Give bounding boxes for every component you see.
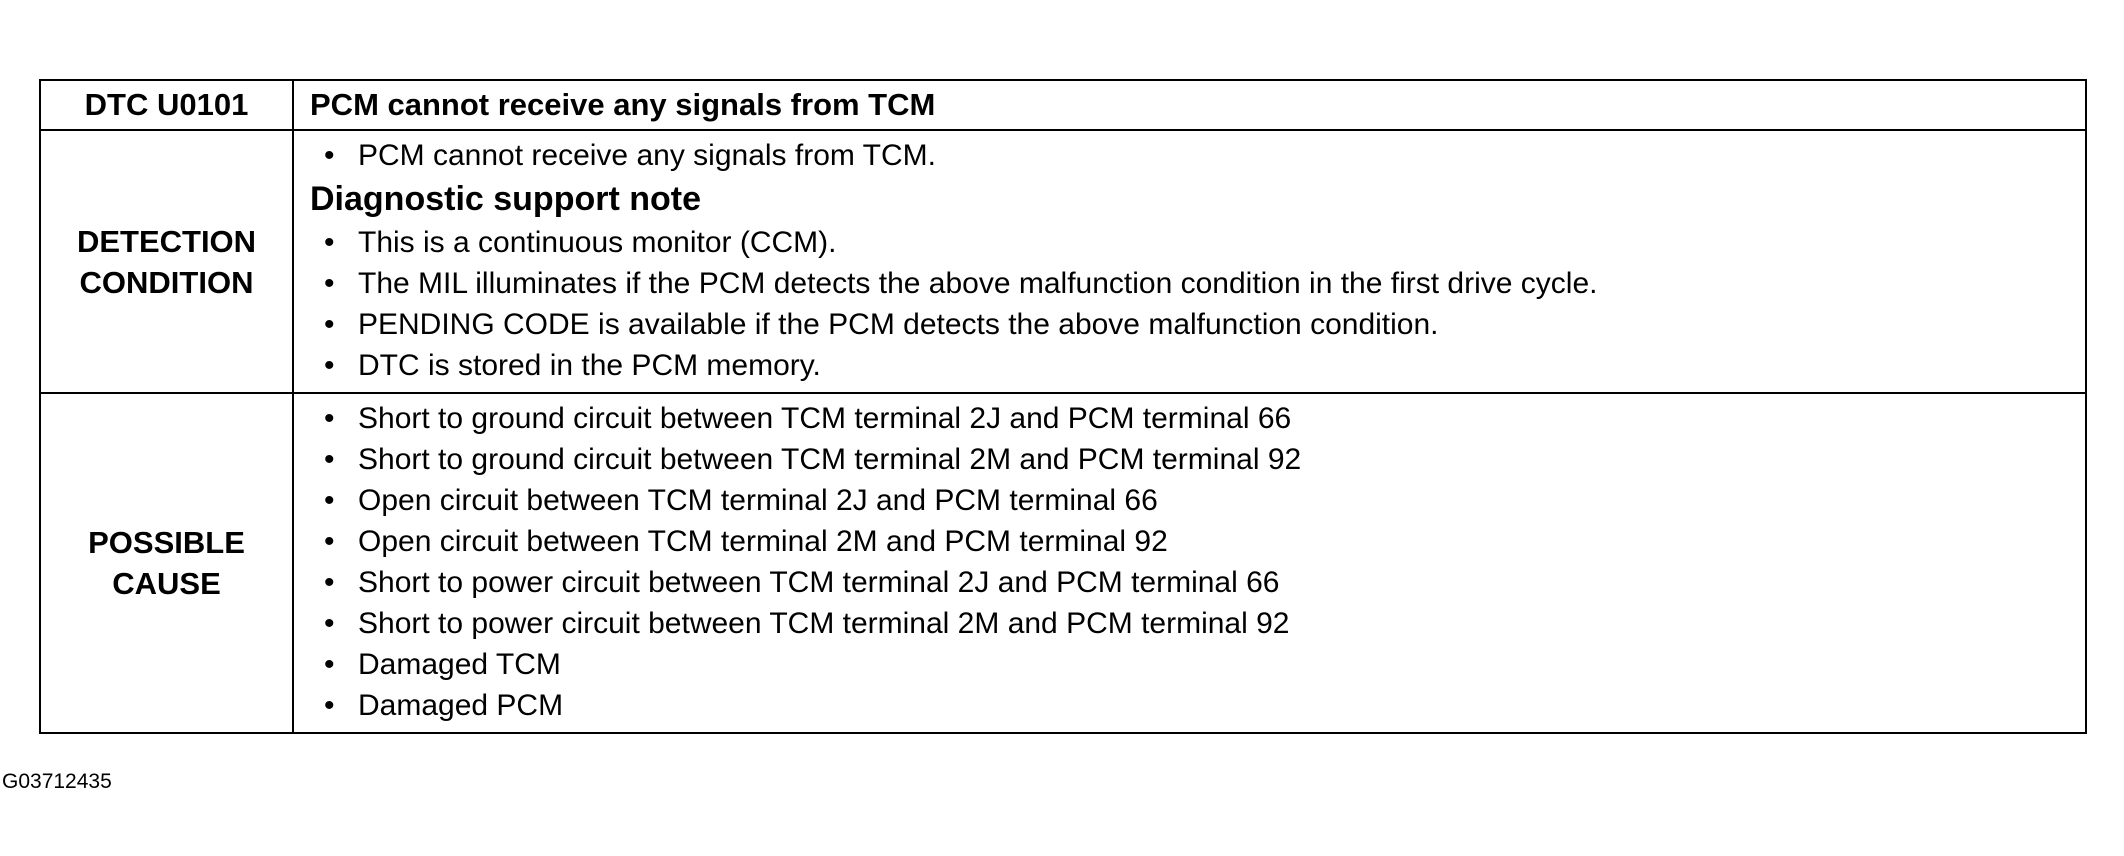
- possible-cause-bullets: [310, 398, 2069, 726]
- list-item: • Open circuit between TCM terminal 2J and PCM terminal 66: [310, 480, 2069, 521]
- list-item: • Short to power circuit between TCM terminal 2J and PCM terminal 66: [310, 562, 2069, 603]
- list-item: • PENDING CODE is available if the PCM detects the above malfunction condition.: [310, 304, 2069, 345]
- possible-cause-label: [40, 393, 293, 733]
- dtc-title: PCM cannot receive any signals from TCM: [293, 80, 2086, 130]
- detection-condition-row: [40, 130, 2086, 393]
- cause-label-line2: CAUSE: [112, 566, 221, 601]
- list-item: • PCM cannot receive any signals from TCM.: [310, 135, 2069, 176]
- list-item: • Short to ground circuit between TCM terminal 2J and PCM terminal 66: [310, 398, 2069, 439]
- possible-cause-content: [293, 393, 2086, 733]
- list-item: • Damaged TCM: [310, 644, 2069, 685]
- possible-cause-row: [40, 393, 2086, 733]
- list-item: • Short to ground circuit between TCM terminal 2M and PCM terminal 92: [310, 439, 2069, 480]
- detection-label-line2: CONDITION: [79, 264, 254, 300]
- diagnostic-support-note-heading: Diagnostic support note: [310, 180, 701, 218]
- list-item: • Open circuit between TCM terminal 2M and PCM terminal 92: [310, 521, 2069, 562]
- dtc-header-row: [40, 80, 2086, 130]
- list-item: • Short to power circuit between TCM terminal 2M and PCM terminal 92: [310, 603, 2069, 644]
- dtc-table: [39, 79, 2087, 734]
- figure-id: G03712435: [2, 770, 112, 793]
- list-item: • The MIL illuminates if the PCM detects the above malfunction condition in the first drive cycle.: [310, 263, 2069, 304]
- list-item: • This is a continuous monitor (CCM).: [310, 222, 2069, 263]
- list-item: • DTC is stored in the PCM memory.: [310, 345, 2069, 386]
- detection-condition-label: [40, 130, 293, 393]
- detection-label-line1: DETECTION: [76, 223, 257, 259]
- detection-condition-content: [293, 130, 2086, 393]
- detection-bullets-top: [310, 135, 2069, 176]
- diagnostic-note-bullets: [310, 222, 2069, 386]
- dtc-code: DTC U0101: [40, 80, 293, 130]
- list-item: • Damaged PCM: [310, 685, 2069, 726]
- cause-label-line1: POSSIBLE: [88, 525, 245, 560]
